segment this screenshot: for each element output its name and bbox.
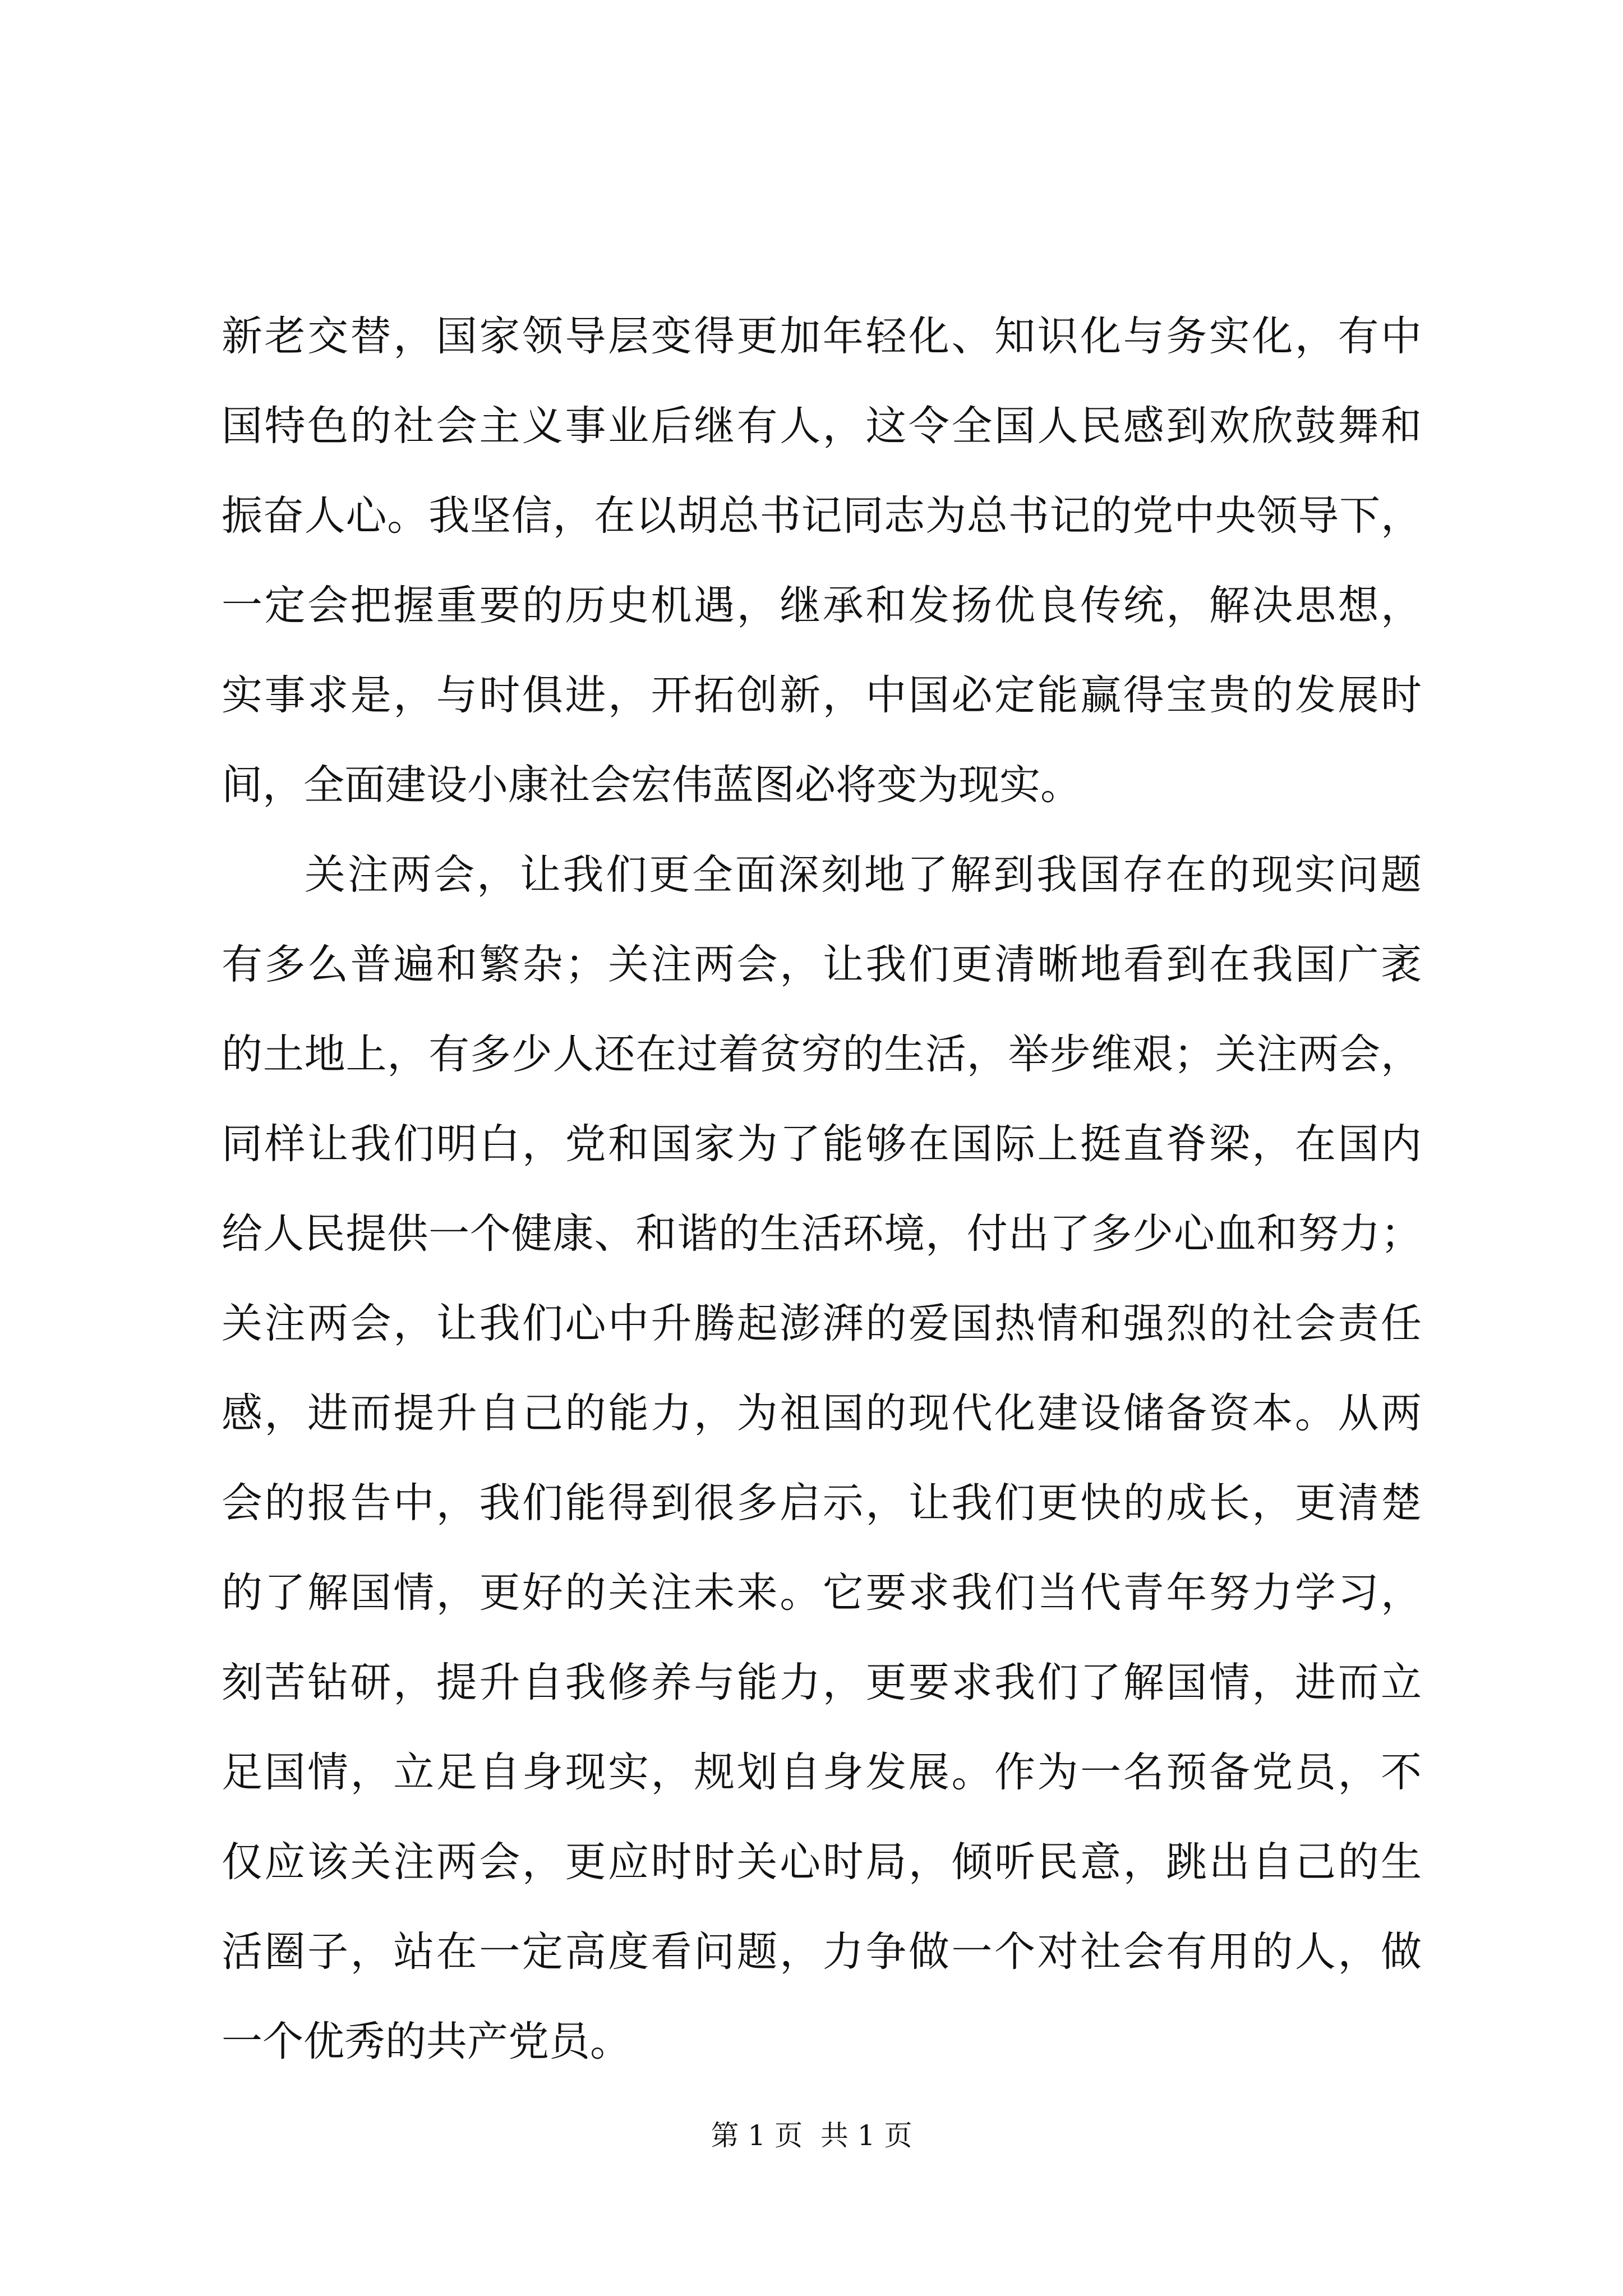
paragraph-2-line-14: 一个优秀的共产党员。 bbox=[222, 2018, 631, 2065]
paragraph-2-line-3: 的土地上，有多少人还在过着贫穷的生活，举步维艰；关注两会， bbox=[222, 1030, 1422, 1078]
paragraph-2-line-8: 会的报告中，我们能得到很多启示，让我们更快的成长，更清楚 bbox=[222, 1479, 1422, 1527]
paragraph-2-line-1: 关注两会，让我们更全面深刻地了解到我国存在的现实问题 bbox=[305, 851, 1422, 899]
paragraph-1 bbox=[222, 292, 1422, 830]
paragraph-2-line-7: 感，进而提升自己的能力，为祖国的现代化建设储备资本。从两 bbox=[222, 1389, 1422, 1437]
paragraph-2-line-13: 活圈子，站在一定高度看问题，力争做一个对社会有用的人，做 bbox=[222, 1928, 1422, 1976]
paragraph-2 bbox=[222, 830, 1422, 2087]
paragraph-1-line-1: 新老交替，国家领导层变得更加年轻化、知识化与务实化，有中 bbox=[222, 312, 1422, 360]
paragraph-2-line-11: 足国情，立足自身现实，规划自身发展。作为一名预备党员，不 bbox=[222, 1749, 1422, 1796]
paragraph-1-line-2: 国特色的社会主义事业后继有人，这令全国人民感到欢欣鼓舞和 bbox=[222, 402, 1422, 450]
paragraph-1-line-5: 实事求是，与时俱进，开拓创新，中国必定能赢得宝贵的发展时 bbox=[222, 671, 1422, 719]
paragraph-2-line-2: 有多么普遍和繁杂；关注两会，让我们更清晰地看到在我国广袤 bbox=[222, 941, 1422, 988]
paragraph-2-line-5: 给人民提供一个健康、和谐的生活环境，付出了多少心血和努力； bbox=[222, 1210, 1422, 1258]
paragraph-2-line-10: 刻苦钻研，提升自我修养与能力，更要求我们了解国情，进而立 bbox=[222, 1659, 1422, 1706]
paragraph-1-line-3: 振奋人心。我坚信，在以胡总书记同志为总书记的党中央领导下， bbox=[222, 492, 1422, 540]
paragraph-2-line-4: 同样让我们明白，党和国家为了能够在国际上挺直脊梁，在国内 bbox=[222, 1120, 1422, 1168]
paragraph-2-line-6: 关注两会，让我们心中升腾起澎湃的爱国热情和强烈的社会责任 bbox=[222, 1300, 1422, 1347]
paragraph-1-line-4: 一定会把握重要的历史机遇，继承和发扬优良传统，解决思想， bbox=[222, 582, 1422, 629]
document-body bbox=[222, 292, 1422, 2087]
paragraph-2-line-12: 仅应该关注两会，更应时时关心时局，倾听民意，跳出自己的生 bbox=[222, 1838, 1422, 1886]
paragraph-2-line-9: 的了解国情，更好的关注未来。它要求我们当代青年努力学习， bbox=[222, 1569, 1422, 1617]
paragraph-1-line-6: 间，全面建设小康社会宏伟蓝图必将变为现实。 bbox=[222, 761, 1081, 809]
page-number-footer: 第 1 页 共 1 页 bbox=[711, 2119, 912, 2152]
